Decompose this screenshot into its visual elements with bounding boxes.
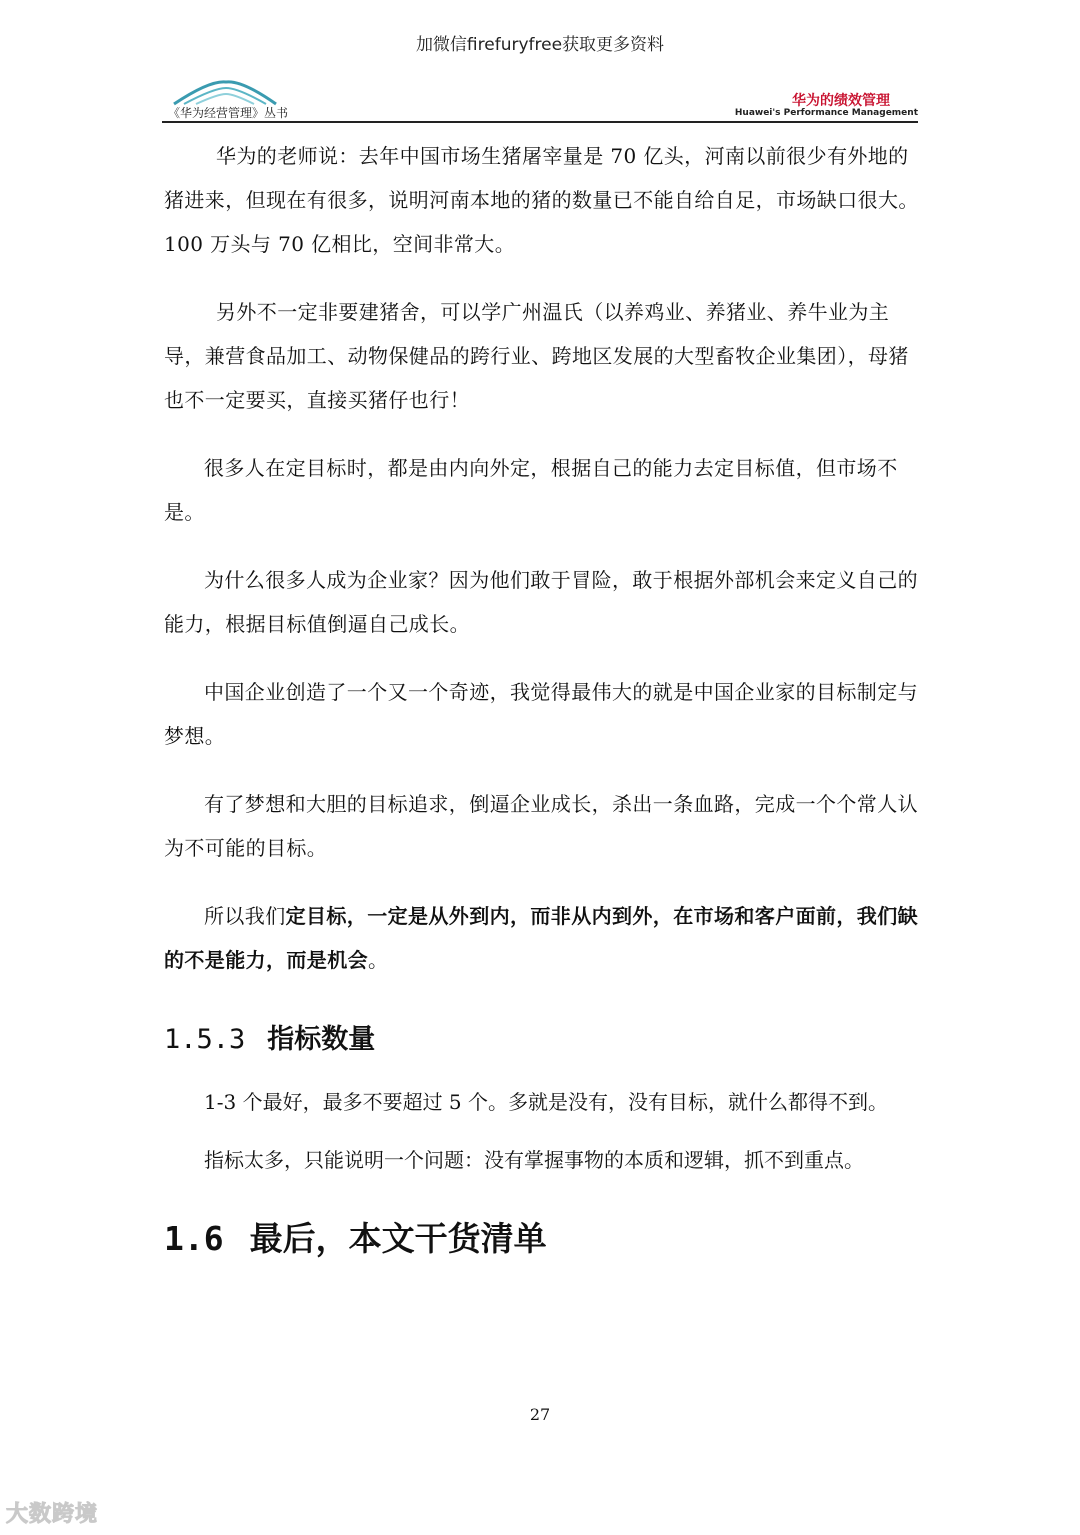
- section-number: 1.6: [164, 1219, 224, 1258]
- section-heading-1-6: [164, 1216, 920, 1262]
- paragraph: 为什么很多人成为企业家？因为他们敢于冒险，敢于根据外部机会来定义自己的能力，根据目标值倒逼自己成长。: [164, 568, 918, 636]
- section-title: 指标数量: [267, 1024, 376, 1055]
- conclusion-emphasis: 定目标，一定是从外到内，而非从内到外，在市场和客户面前，我们缺的不是能力，而是机会: [164, 904, 919, 972]
- section-number: 1.5.3: [164, 1024, 246, 1055]
- conclusion-suffix: 。: [368, 948, 389, 972]
- conclusion-prefix: 所以我们: [204, 904, 286, 928]
- header-divider: [162, 121, 918, 123]
- conclusion-paragraph: [164, 894, 920, 982]
- page-number: 27: [529, 1405, 551, 1424]
- document-body: [164, 134, 920, 1262]
- top-notice: 加微信firefuryfree获取更多资料: [415, 35, 665, 55]
- section-title: 最后，本文干货清单: [249, 1219, 547, 1258]
- paragraph: 指标太多，只能说明一个问题：没有掌握事物的本质和逻辑，抓不到重点。: [204, 1148, 864, 1172]
- series-title: 《华为经营管理》丛书: [168, 106, 289, 120]
- paragraph: 很多人在定目标时，都是由内向外定，根据自己的能力去定目标值，但市场不是。: [164, 456, 898, 524]
- watermark: 大数跨境: [6, 1502, 99, 1527]
- paragraph: 中国企业创造了一个又一个奇迹，我觉得最伟大的就是中国企业家的目标制定与梦想。: [164, 680, 918, 748]
- section-heading-1-5-3: [164, 1020, 920, 1060]
- mountain-logo-icon: [170, 78, 280, 106]
- paragraph: 1-3 个最好，最多不要超过 5 个。多就是没有，没有目标，就什么都得不到。: [204, 1090, 889, 1114]
- brand-title-cn: 华为的绩效管理: [792, 93, 890, 109]
- paragraph: 另外不一定非要建猪舍，可以学广州温氏（以养鸡业、养猪业、养牛业为主导，兼营食品加工、动物保健品的跨行业、跨地区发展的大型畜牧企业集团），母猪也不一定要买，直接买猪仔也行！: [164, 300, 909, 412]
- page-header: [162, 74, 918, 122]
- brand-title-en: Huawei's Performance Management: [734, 108, 918, 118]
- paragraph: 有了梦想和大胆的目标追求，倒逼企业成长，杀出一条血路，完成一个个常人认为不可能的目标。: [164, 792, 918, 860]
- paragraph: 华为的老师说：去年中国市场生猪屠宰量是 70 亿头，河南以前很少有外地的猪进来，但现在有很多，说明河南本地的猪的数量已不能自给自足，市场缺口很大。100 万头与 70 亿相比，空间非常大。: [164, 144, 919, 256]
